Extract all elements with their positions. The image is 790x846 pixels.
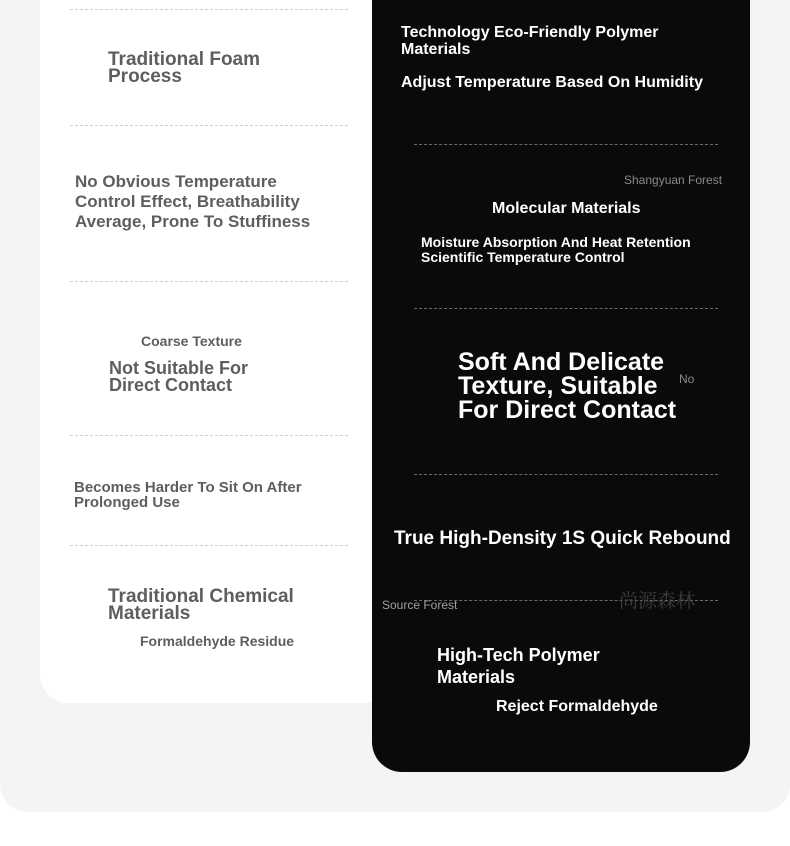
traditional-chemical-label: Traditional Chemical Materials	[108, 586, 294, 624]
quick-rebound-label: True High-Density 1S Quick Rebound	[394, 528, 731, 549]
not-suitable-label: Not Suitable For Direct Contact	[109, 358, 248, 395]
divider	[414, 308, 718, 309]
brand-watermark-chinese: 尚源森林	[619, 591, 696, 612]
moisture-absorption-label: Moisture Absorption And Heat Retention Scientific Temperature Control	[421, 234, 691, 265]
adjust-temperature-label: Adjust Temperature Based On Humidity	[401, 74, 703, 91]
formaldehyde-residue-label: Formaldehyde Residue	[140, 633, 295, 649]
divider	[70, 435, 348, 436]
watermark-fragment: No	[679, 372, 695, 386]
brand-watermark: Shangyuan Forest	[624, 173, 723, 187]
soft-delicate-texture-label: Soft And Delicate Texture, Suitable For Direct Contact	[458, 348, 677, 424]
brand-watermark: Source Forest	[382, 598, 458, 612]
high-tech-polymer-label: High-Tech Polymer Materials	[437, 645, 600, 687]
divider	[414, 474, 718, 475]
divider	[70, 9, 348, 10]
coarse-texture-label: Coarse Texture	[141, 333, 242, 349]
reject-formaldehyde-label: Reject Formaldehyde	[496, 698, 658, 715]
divider	[414, 144, 718, 145]
traditional-foam-process-label: Traditional Foam Process	[108, 49, 261, 87]
molecular-materials-label: Molecular Materials	[492, 200, 641, 217]
divider	[70, 281, 348, 282]
becomes-harder-label: Becomes Harder To Sit On After Prolonged Use	[74, 479, 302, 511]
eco-friendly-polymer-label: Technology Eco-Friendly Polymer Materials	[401, 24, 659, 58]
divider	[70, 545, 348, 546]
temperature-control-text: No Obvious Temperature Control Effect, Breathability Average, Prone To Stuffiness	[75, 172, 311, 231]
divider	[70, 125, 348, 126]
